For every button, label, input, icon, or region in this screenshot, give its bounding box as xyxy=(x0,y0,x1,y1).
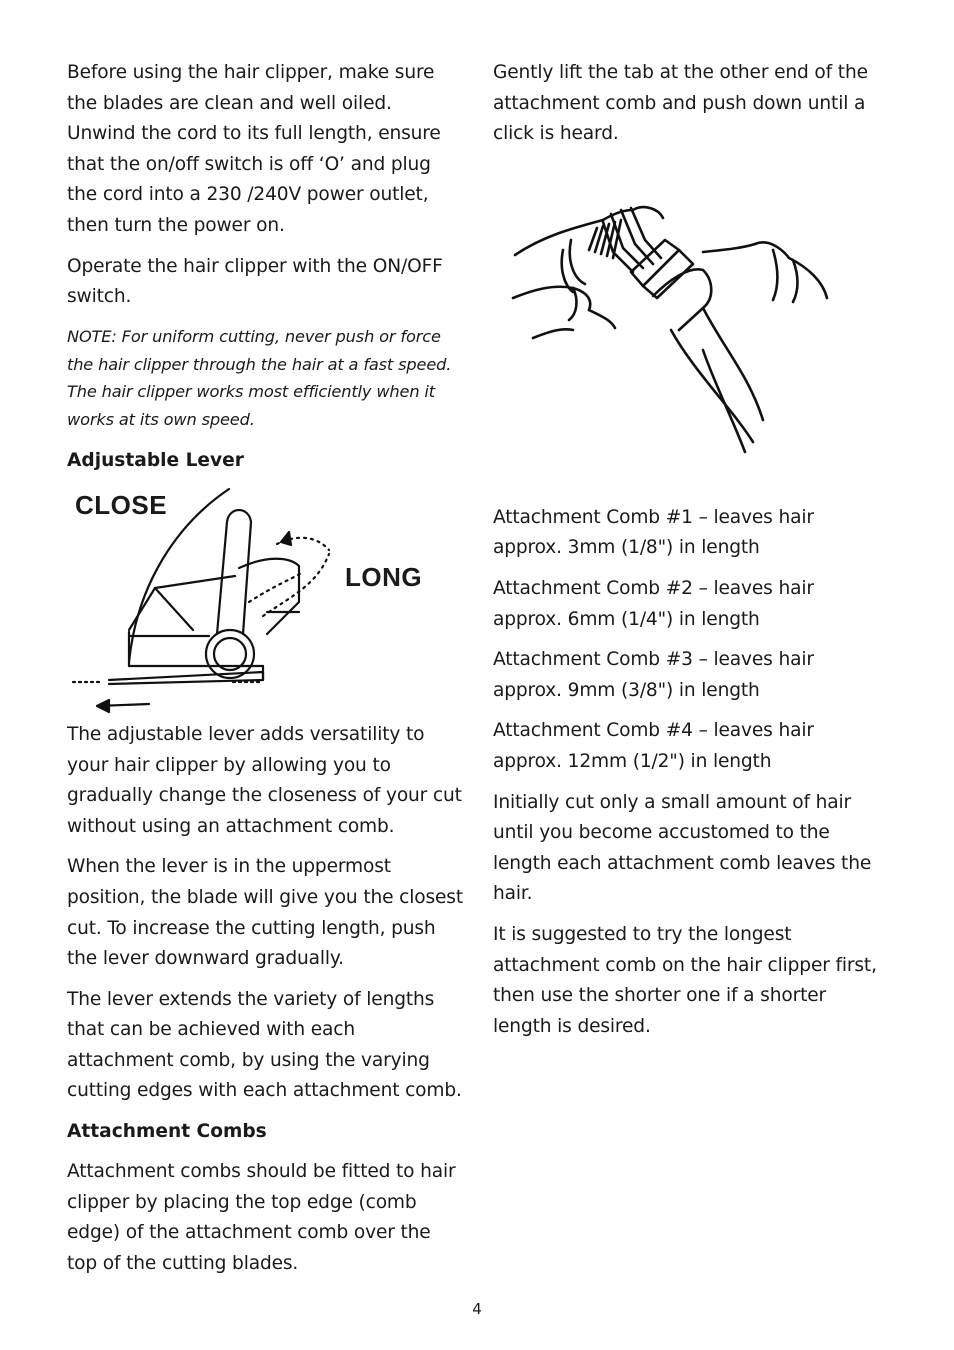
left-column xyxy=(67,58,465,1289)
comb-2-paragraph: Attachment Comb #2 – leaves hair approx. 6mm (1/4") in length xyxy=(493,577,814,630)
adjustable-lever-diagram xyxy=(67,484,465,716)
combs-paragraph-1: Attachment combs should be fitted to hair clipper by placing the top edge (comb edge) of the attachment comb over the top of the cutting blades. xyxy=(67,1161,456,1274)
adjustable-lever-heading: Adjustable Lever xyxy=(67,449,244,471)
page-number: 4 xyxy=(472,1300,482,1318)
comb-4-paragraph: Attachment Comb #4 – leaves hair approx. 12mm (1/2") in length xyxy=(493,720,814,772)
lift-tab-paragraph: Gently lift the tab at the other end of the attachment comb and push down until a click is heard. xyxy=(493,62,868,145)
close-label: CLOSE xyxy=(75,489,168,520)
comb-fitting-illustration xyxy=(493,180,888,495)
lever-paragraph-2: When the lever is in the uppermost position, the blade will give you the closest cut. To increase the cutting length, push the lever downward gradually. xyxy=(67,856,463,970)
hand-clipper-drawing xyxy=(493,180,888,495)
lever-paragraph-1: The adjustable lever adds versatility to your hair clipper by allowing you to gradually change the closeness of your cut without using an attachment comb. xyxy=(67,723,462,837)
note-paragraph: NOTE: For uniform cutting, never push or force the hair clipper through the hair at a fast speed. The hair clipper works most efficiently when it works at its own speed. xyxy=(67,326,452,430)
long-label: LONG xyxy=(345,561,423,592)
right-column xyxy=(493,58,888,1052)
initially-paragraph: Initially cut only a small amount of hair until you become accustomed to the length each attachment comb leaves the hair. xyxy=(493,791,872,905)
operate-paragraph: Operate the hair clipper with the ON/OFF switch. xyxy=(67,255,443,308)
comb-3-paragraph: Attachment Comb #3 – leaves hair approx. 9mm (3/8") in length xyxy=(493,649,814,701)
suggest-paragraph: It is suggested to try the longest attachment comb on the hair clipper first, then use the shorter one if a shorter length is desired. xyxy=(493,923,877,1037)
comb-1-paragraph: Attachment Comb #1 – leaves hair approx. 3mm (1/8") in length xyxy=(493,506,814,559)
intro-paragraph: Before using the hair clipper, make sure the blades are clean and well oiled. Unwind the cord to its full length, ensure that the on/off switch is off ‘O’ and plug the cord into a 230 /240V power outlet, then turn the power on. xyxy=(67,62,441,236)
attachment-combs-heading: Attachment Combs xyxy=(67,1121,267,1143)
lever-paragraph-3: The lever extends the variety of lengths that can be achieved with each attachment comb, by using the varying cutting edges with each attachment comb. xyxy=(67,988,462,1102)
